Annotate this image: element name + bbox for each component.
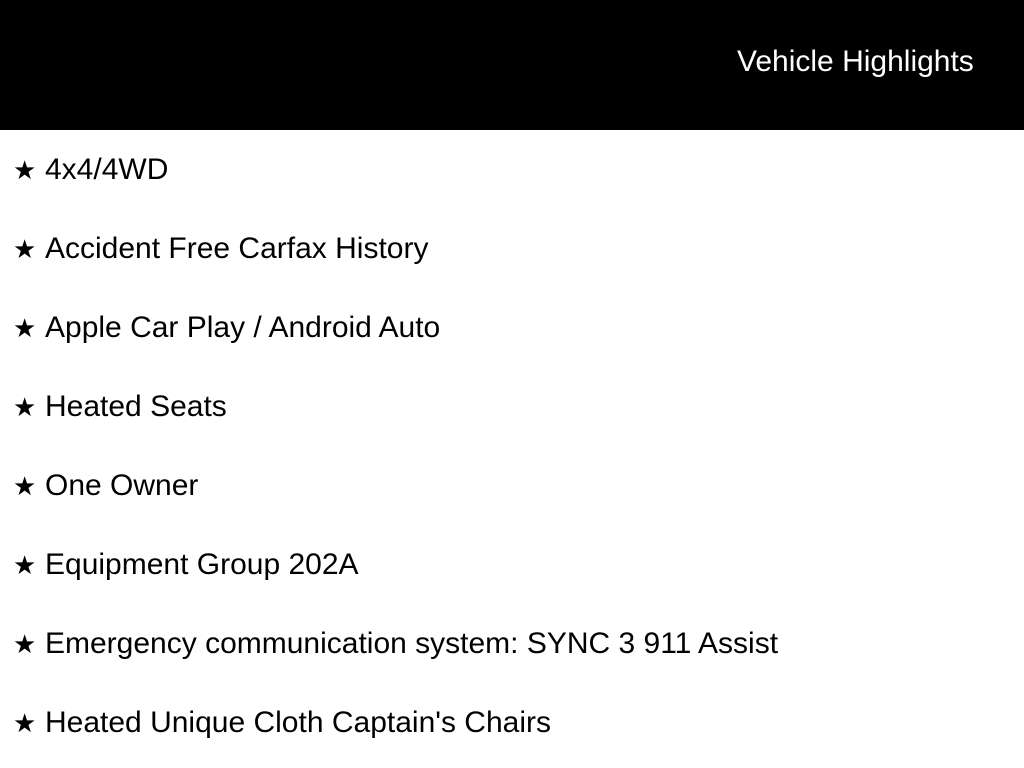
- list-item-label: Emergency communication system: SYNC 3 911 Assist: [45, 626, 779, 660]
- list-item: [0, 288, 1024, 367]
- star-icon: ★: [13, 154, 37, 185]
- vehicle-highlights-list: [0, 130, 1024, 762]
- star-icon: ★: [13, 312, 37, 343]
- list-item: [0, 209, 1024, 288]
- list-item: [0, 525, 1024, 604]
- list-item-label: 4x4/4WD: [45, 152, 169, 186]
- list-item: [0, 604, 1024, 683]
- list-item-label: Heated Seats: [45, 389, 227, 423]
- star-icon: ★: [13, 707, 37, 738]
- list-item-label: Apple Car Play / Android Auto: [45, 310, 441, 344]
- page-title: Vehicle Highlights: [737, 45, 974, 78]
- star-icon: ★: [13, 391, 37, 422]
- list-item: [0, 683, 1024, 762]
- list-item-label: Heated Unique Cloth Captain's Chairs: [45, 705, 552, 739]
- list-item-label: One Owner: [45, 468, 199, 502]
- star-icon: ★: [13, 549, 37, 580]
- header-bar: [0, 0, 1024, 130]
- star-icon: ★: [13, 628, 37, 659]
- list-item: [0, 130, 1024, 209]
- list-item: [0, 367, 1024, 446]
- list-item: [0, 446, 1024, 525]
- star-icon: ★: [13, 233, 37, 264]
- list-item-label: Equipment Group 202A: [45, 547, 359, 581]
- list-item-label: Accident Free Carfax History: [45, 231, 429, 265]
- star-icon: ★: [13, 470, 37, 501]
